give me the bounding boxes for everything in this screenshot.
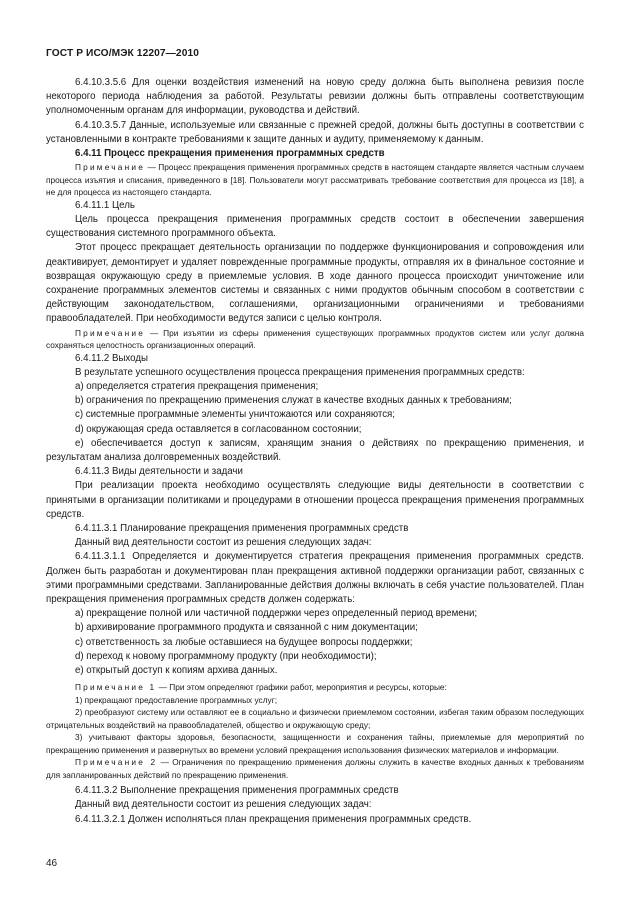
paragraph: 6.4.11.3.1 Планирование прекращения применения программных средств [75,522,409,534]
note-paragraph [46,731,584,756]
note-text: — При изъятии из сферы применения существующих программных продуктов систем или услуг должна сохраняться целостность организационных операций. [46,327,584,351]
note-paragraph [46,706,584,731]
note-text: 3) учитывают факторы здоровья, безопасности, защищенности и сохранения тайны, приемлемые для мероприятий по прекращению применения и развернутых во времени условий прекращения использования физических материалов и информации. [46,732,584,755]
paragraph: 6.4.11.3.2 Выполнение прекращения применения программных средств [75,785,399,797]
paragraph: b) архивирование программного продукта и связанной с ним документации; [75,622,418,634]
note-text: 2) преобразуют систему или оставляют ее в социально и физически приемлемом состоянии, избегая таким образом последующих отрицательных воздействий на правообладателей, общество и окружающую среду; [46,707,584,730]
section-heading: 6.4.11 Процесс прекращения применения программных средств [75,148,385,160]
note-text: — Ограничения по прекращению применения должны служить в качестве входных данных к требованиям для запланированных действий по прекращению применения. [46,757,584,780]
paragraph: a) определяется стратегия прекращения применения; [75,380,319,392]
paragraph: a) прекращение полной или частичной поддержки через определенный период времени; [75,608,478,620]
paragraph: 6.4.11.3.2.1 Должен исполняться план прекращения применения программных средств. [75,813,472,825]
paragraph: При реализации проекта необходимо осуществлять следующие виды деятельности в соответствии с принятыми в организации политиками и процедурами в отношении процесса прекращения применения программных средств. [46,480,584,520]
note-label: Примечание [75,327,146,338]
note-text: — Процесс прекращения применения программных средств в настоящем стандарте является частным случаем процесса изъятия и списания, приведенного в [18]. Пользователи могут рассматривать требование соответствия для процесса из [18], а не для процесса из настоящего стандарта. [46,162,584,198]
note-paragraph [46,694,584,707]
note-paragraph [46,681,584,694]
paragraph: Данный вид деятельности состоит из решения следующих задач: [75,799,372,811]
paragraph: 6.4.11.1 Цель [75,199,135,211]
note-text: 1) прекращают предоставление программных услуг; [75,694,278,705]
paragraph: 6.4.11.2 Выходы [75,352,148,364]
paragraph: Этот процесс прекращает деятельность организации по поддержке функционирования и сопровождения или деактивирует, демонтирует и удаляет поврежденные программные продукты, отправляя их в финальное состояние и возвращая окружающую среду в приемлемые условия. В ходе данного процесса происходит уничтожение или сохранение программных элементов системы и связанных с ними продуктов обычным способом в соответствии с действующим законодательством, соглашениями, организационными ограничениями и требованиями правообладателей. При необходимости ведутся записи с целью контроля. [46,242,584,325]
note-paragraph [46,161,584,199]
note-label: Примечание 1 [75,682,157,693]
paragraph: e) открытый доступ к копиям архива данных. [75,665,278,677]
document-body [46,76,584,827]
paragraph: c) ответственность за любые оставшиеся на будущее вопросы поддержки; [75,636,413,648]
document-header: ГОСТ Р ИСО/МЭК 12207—2010 [46,48,199,59]
page-number: 46 [46,858,58,869]
paragraph: Данный вид деятельности состоит из решения следующих задач: [75,537,372,549]
paragraph: 6.4.11.3.1.1 Определяется и документируется стратегия прекращения применения программных средств. Должен быть разработан и документирован план прекращения активной поддержки организации работ, связанных с этими программными средствами. Запланированные действия должны включать в себя участие пользователей. План прекращения применения программных средств должен содержать: [46,551,584,605]
paragraph: 6.4.10.3.5.6 Для оценки воздействия изменений на новую среду должна быть выполнена ревизия после некоторого периода наблюдения за работой. Результаты ревизии должны быть отправлены соответствующим уполномоченным органам для информации, руководства и действий. [46,77,584,117]
paragraph: e) обеспечивается доступ к записям, хранящим знания о действиях по прекращению применения, и результатам анализа долговременных воздействий. [46,437,584,463]
paragraph: В результате успешного осуществления процесса прекращения применения программных средств: [75,366,525,378]
note-text: — При этом определяют графики работ, мероприятия и ресурсы, которые: [156,682,447,693]
paragraph: 6.4.10.3.5.7 Данные, используемые или связанные с прежней средой, должны быть доступны в соответствии с установленными в контракте требованиями к защите данных и аудиту, применяемому к данным. [46,119,584,145]
note-label: Примечание [75,162,146,173]
paragraph: d) переход к новому программному продукту (при необходимости); [75,650,377,662]
paragraph: 6.4.11.3 Виды деятельности и задачи [75,466,243,478]
paragraph: c) системные программные элементы уничтожаются или сохраняются; [75,409,395,421]
note-label: Примечание 2 [75,757,158,768]
paragraph: b) ограничения по прекращению применения служат в качестве входных данных к требованиям; [75,395,512,407]
note-paragraph [46,756,584,781]
paragraph: Цель процесса прекращения применения программных средств состоит в обеспечении завершения существования системного программного объекта. [46,213,584,240]
note-paragraph [46,327,584,352]
paragraph: d) окружающая среда оставляется в согласованном состоянии; [75,423,362,435]
